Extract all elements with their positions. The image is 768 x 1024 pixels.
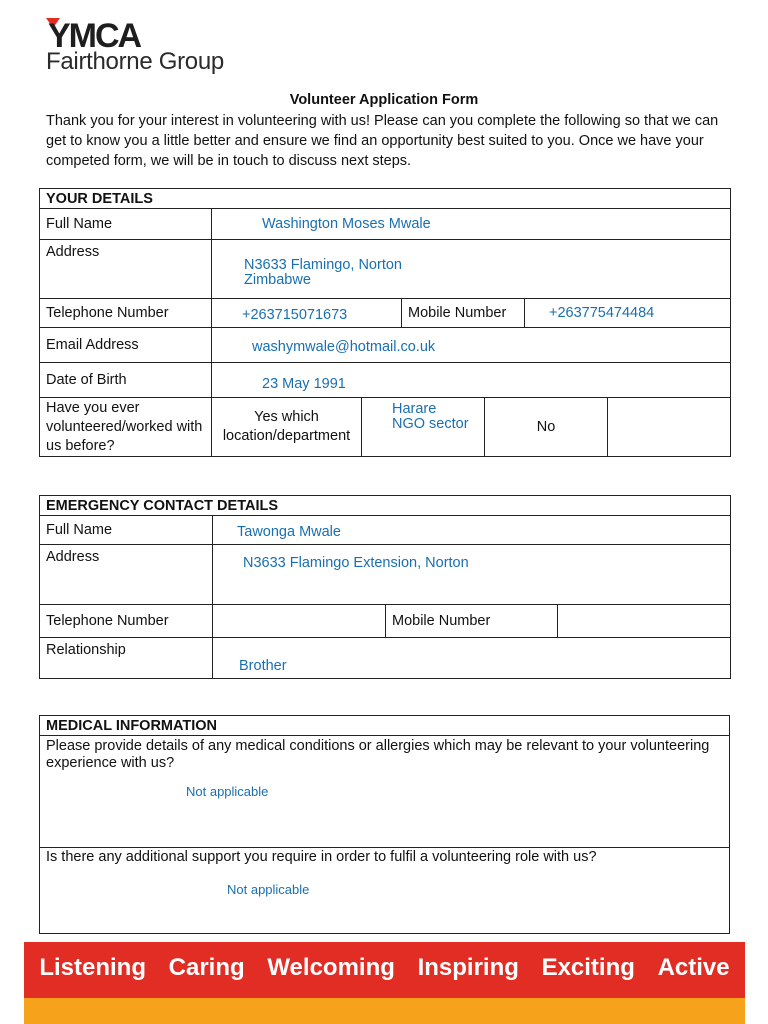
address-field[interactable] xyxy=(212,240,731,299)
emergency-mobile-label: Mobile Number xyxy=(386,605,558,638)
relationship-label: Relationship xyxy=(40,638,213,679)
values-banner xyxy=(24,942,745,998)
email-field[interactable]: washymwale@hotmail.co.uk xyxy=(212,328,731,363)
medical-answer-1[interactable]: Not applicable xyxy=(186,784,269,799)
emergency-mobile-field[interactable] xyxy=(558,605,731,638)
yes-location-label: Yes which location/department xyxy=(212,398,362,457)
ymca-logo xyxy=(46,18,246,80)
value-word: Inspiring xyxy=(417,954,519,981)
emergency-full-name-label: Full Name xyxy=(40,516,213,545)
location-field[interactable] xyxy=(362,398,485,457)
telephone-field[interactable]: +263715071673 xyxy=(212,299,402,328)
value-word: Welcoming xyxy=(267,954,395,981)
ymca-logo-mark xyxy=(46,18,226,50)
medical-answer-2[interactable]: Not applicable xyxy=(227,882,310,897)
medical-information-table xyxy=(39,715,730,934)
address-label: Address xyxy=(40,240,212,299)
medical-question-1-cell xyxy=(40,736,730,848)
full-name-field[interactable]: Washington Moses Mwale xyxy=(212,209,731,240)
value-word: Active xyxy=(657,954,730,981)
address-line-1: N3633 Flamingo, Norton xyxy=(244,257,402,273)
value-word: Caring xyxy=(168,954,245,981)
no-field[interactable] xyxy=(608,398,731,457)
no-label: No xyxy=(485,398,608,457)
logo-text: YMCA xyxy=(48,18,141,50)
relationship-field[interactable]: Brother xyxy=(213,638,731,679)
values-words xyxy=(24,954,745,982)
emergency-full-name-field[interactable]: Tawonga Mwale xyxy=(213,516,731,545)
footer-orange-bar xyxy=(24,998,745,1024)
value-word: Exciting xyxy=(541,954,635,981)
emergency-telephone-field[interactable] xyxy=(213,605,386,638)
location-line-2: NGO sector xyxy=(392,416,469,432)
dob-label: Date of Birth xyxy=(40,363,212,398)
value-word: Listening xyxy=(39,954,146,981)
intro-text: Thank you for your interest in volunteering with us! Please can you complete the following so that we can get to know you a little better and ensure we find an opportunity best suited to you. Once we have your competed form, we will be in touch to discuss next steps. xyxy=(46,113,719,169)
dob-field[interactable]: 23 May 1991 xyxy=(212,363,731,398)
medical-question-2-cell xyxy=(40,848,730,934)
logo-subtitle: Fairthorne Group xyxy=(46,48,224,75)
mobile-field[interactable]: +263775474484 xyxy=(525,299,731,328)
full-name-label: Full Name xyxy=(40,209,212,240)
your-details-table xyxy=(39,188,731,457)
emergency-address-label: Address xyxy=(40,545,213,605)
emergency-telephone-label: Telephone Number xyxy=(40,605,213,638)
medical-heading: MEDICAL INFORMATION xyxy=(40,716,730,736)
emergency-heading: EMERGENCY CONTACT DETAILS xyxy=(40,496,731,516)
medical-question-2: Is there any additional support you require in order to fulfil a volunteering role with us? xyxy=(46,849,597,865)
emergency-address-field[interactable]: N3633 Flamingo Extension, Norton xyxy=(213,545,731,605)
form-title: Volunteer Application Form xyxy=(289,92,479,108)
medical-question-1: Please provide details of any medical conditions or allergies which may be relevant to your volunteering experience with us? xyxy=(46,738,710,771)
volunteered-label: Have you ever volunteered/worked with us before? xyxy=(40,398,212,457)
location-line-1: Harare xyxy=(392,401,437,417)
emergency-contact-table xyxy=(39,495,731,679)
your-details-heading: YOUR DETAILS xyxy=(40,189,731,209)
email-label: Email Address xyxy=(40,328,212,363)
address-line-2: Zimbabwe xyxy=(244,272,311,288)
mobile-label: Mobile Number xyxy=(402,299,525,328)
telephone-label: Telephone Number xyxy=(40,299,212,328)
